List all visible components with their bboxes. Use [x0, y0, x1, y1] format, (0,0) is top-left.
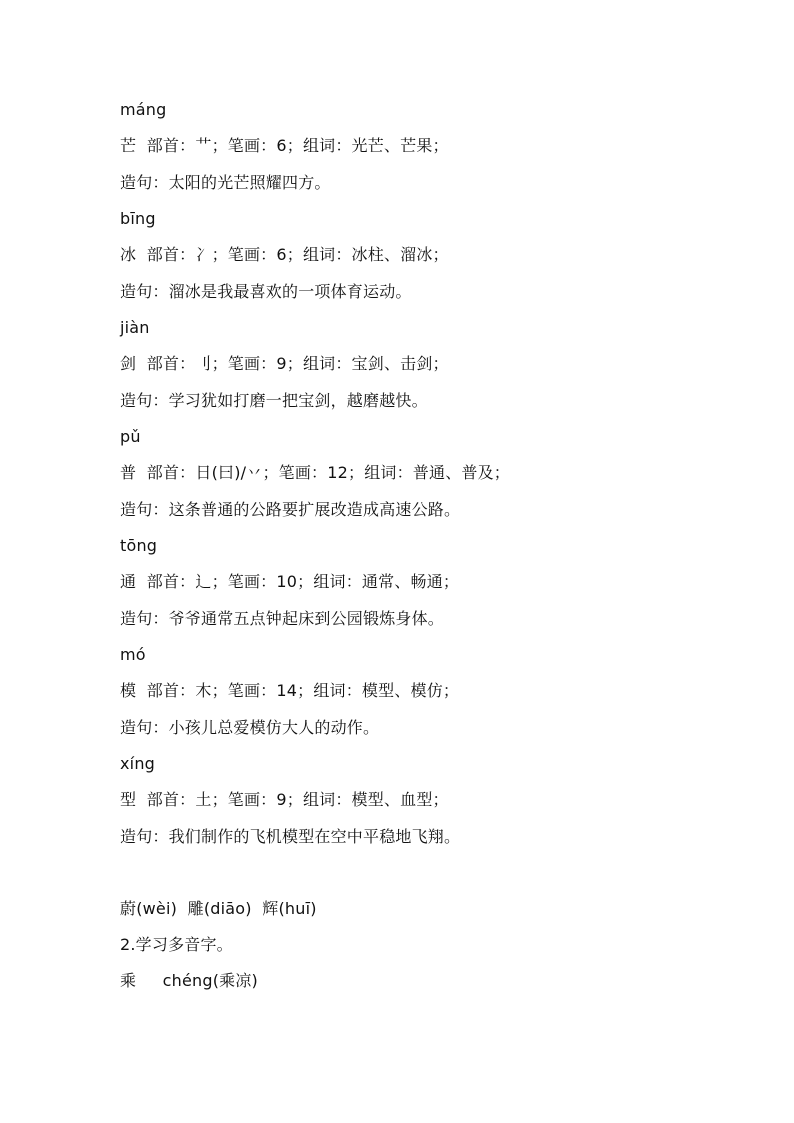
entry-pinyin: bīng	[120, 209, 156, 228]
entry-sentence: 造句：太阳的光芒照耀四方。	[120, 173, 331, 192]
entry-pinyin: tōng	[120, 536, 158, 555]
polyphone-line: 乘 chéng(乘凉)	[120, 971, 258, 990]
entry-info: 通 部首：辶；笔画：10；组词：通常、畅通；	[120, 572, 460, 591]
entry-sentence: 造句：我们制作的飞机模型在空中平稳地飞翔。	[120, 827, 461, 846]
entry-pinyin: xíng	[120, 754, 156, 773]
section-heading: 2.学习多音字。	[120, 935, 233, 954]
entry-sentence: 造句：溜冰是我最喜欢的一项体育运动。	[120, 282, 412, 301]
entry-info: 冰 部首：冫；笔画：6；组词：冰柱、溜冰；	[120, 245, 449, 264]
extra-characters: 蔚(wèi) 雕(diāo) 辉(huī)	[120, 899, 317, 918]
entry-info: 模 部首：木；笔画：14；组词：模型、模仿；	[120, 681, 460, 700]
entry-pinyin: jiàn	[120, 318, 150, 337]
entry-pinyin: máng	[120, 100, 167, 119]
entry-sentence: 造句：这条普通的公路要扩展改造成高速公路。	[120, 500, 461, 519]
entry-pinyin: mó	[120, 645, 146, 664]
entry-sentence: 造句：学习犹如打磨一把宝剑，越磨越快。	[120, 391, 428, 410]
entry-info: 剑 部首：刂；笔画：9；组词：宝剑、击剑；	[120, 354, 449, 373]
entry-info: 芒 部首：艹；笔画：6；组词：光芒、芒果；	[120, 136, 449, 155]
entry-info: 普 部首：日(曰)/丷；笔画：12；组词：普通、普及；	[120, 463, 511, 482]
entry-sentence: 造句：爷爷通常五点钟起床到公园锻炼身体。	[120, 609, 445, 628]
entry-pinyin: pǔ	[120, 427, 141, 446]
entry-info: 型 部首：土；笔画：9；组词：模型、血型；	[120, 790, 449, 809]
entry-sentence: 造句：小孩儿总爱模仿大人的动作。	[120, 718, 380, 737]
